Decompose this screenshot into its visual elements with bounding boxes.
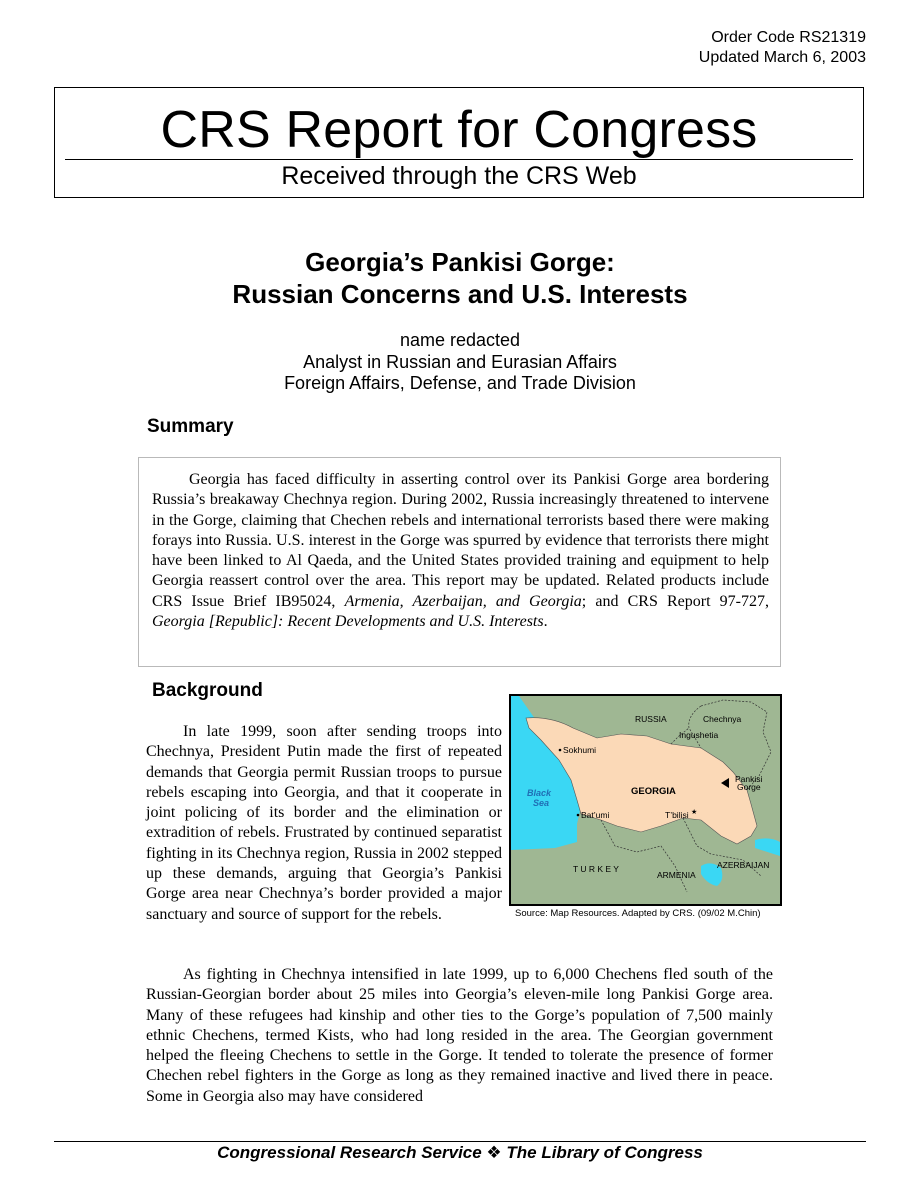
summary-reference-1: Armenia, Azerbaijan, and Georgia <box>344 592 582 610</box>
report-title-line-1: Georgia’s Pankisi Gorge: <box>305 247 615 277</box>
map-label-ingushetia: Ingushetia <box>679 730 719 740</box>
capital-star-icon: ★ <box>691 808 698 816</box>
summary-reference-2: Georgia [Republic]: Recent Developments and U.S. Interests <box>152 613 544 631</box>
footer-rule <box>54 1141 866 1142</box>
masthead <box>54 87 864 198</box>
summary-text <box>152 470 769 632</box>
summary-text-part-2: ; and CRS Report 97-727, <box>581 592 770 610</box>
map-label-pankisi-line-1: Pankisi <box>735 774 763 784</box>
author-name: name redacted <box>399 330 521 350</box>
map-label-azerbaijan: AZERBAIJAN <box>717 860 770 870</box>
background-paragraph-1: In late 1999, soon after sending troops into Chechnya, President Putin made the first of repeated demands that Georgia permit Russian troops to pursue rebels escaping into Georgia, and that it cooperate in joint policing of its border and the elimination or extradition of rebels. Frustrated by continued separatist fighting in its Chechnya region, Russia in 2002 stepped up these demands, arguing that Georgia’s Pankisi Gorge area near Chechnya’s border provided a major sanctuary and source of support for the rebels. <box>146 723 502 923</box>
author-block <box>0 330 920 395</box>
map-label-sokhumi: Sokhumi <box>563 745 597 755</box>
summary-text-part-3: . <box>543 613 548 631</box>
map-label-turkey: T U R K E Y <box>573 864 619 874</box>
map-label-georgia: GEORGIA <box>631 786 676 797</box>
masthead-subtitle: Received through the CRS Web <box>281 162 637 190</box>
map-label-armenia: ARMENIA <box>657 870 696 880</box>
map-label-black-sea-line-2: Sea <box>533 798 550 808</box>
background-paragraph-2: As fighting in Chechnya intensified in late 1999, up to 6,000 Chechens fled south of the Russian-Georgian border about 25 miles into Georgia’s eleven-mile long Pankisi Gorge area. Many of these refugees had kinship and other ties to the Gorge’s population of 7,500 mainly ethnic Chechens, termed Kists, who had long resided in the area. The Georgian government helped the fleeing Chechens to settle in the Gorge. It tended to tolerate the presence of former Chechen rebel fighters in the Gorge as long as they remained inactive and lived there in peace. Some in Georgia also may have considered <box>146 966 773 1105</box>
map-label-russia: RUSSIA <box>635 714 667 724</box>
map-label-pankisi-line-2: Gorge <box>737 782 761 792</box>
city-marker-sokhumi <box>559 749 562 752</box>
updated-date: Updated March 6, 2003 <box>698 49 866 66</box>
report-title-line-2: Russian Concerns and U.S. Interests <box>232 279 688 309</box>
map-label-chechnya: Chechnya <box>703 714 742 724</box>
georgia-map <box>509 694 782 906</box>
city-marker-batumi <box>577 814 580 817</box>
order-code: Order Code RS21319 <box>711 29 866 46</box>
map-label-batumi: Bat’umi <box>581 810 610 820</box>
map-label-tbilisi: T’bilisi <box>665 810 689 820</box>
summary-text-part-1: Georgia has faced difficulty in asserting control over its Pankisi Gorge area bordering Russia’s breakaway Chechnya region. During 2002, Russia increasingly threatened to intervene in the Gorge, claiming that Chechen rebels and international terrorists based there were making forays into Russia. U.S. interest in the Gorge was spurred by evidence that terrorists there might have been linked to Al Qaeda, and the United States provided training and equipment to help Georgia reassert control over the area. This report may be updated. Related products include CRS Issue Brief IB95024, <box>152 471 769 610</box>
order-code-block <box>699 28 866 68</box>
masthead-title: CRS Report for Congress <box>160 101 758 159</box>
background-heading: Background <box>152 680 263 701</box>
map-label-black-sea-line-1: Black <box>527 788 552 798</box>
author-division: Foreign Affairs, Defense, and Trade Division <box>284 373 636 393</box>
footer-text: Congressional Research Service ❖ The Library of Congress <box>217 1143 703 1162</box>
author-title: Analyst in Russian and Eurasian Affairs <box>303 351 617 372</box>
report-title <box>0 246 920 310</box>
summary-box <box>138 457 781 667</box>
map-caption: Source: Map Resources. Adapted by CRS. (09/02 M.Chin) <box>515 908 761 919</box>
summary-heading: Summary <box>147 416 234 437</box>
